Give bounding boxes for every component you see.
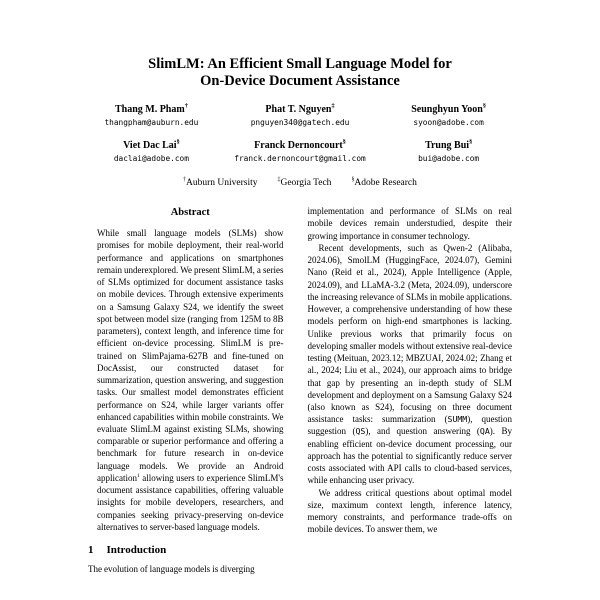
authors-grid bbox=[88, 104, 512, 163]
section-heading bbox=[88, 544, 293, 556]
author-email: daclai@adobe.com bbox=[113, 154, 189, 164]
author-email: syoon@adobe.com bbox=[413, 118, 484, 128]
abstract-heading: Abstract bbox=[170, 207, 210, 219]
author-name: Thang M. Pham† bbox=[114, 102, 188, 116]
text-run: ), and question answering ( bbox=[365, 426, 480, 437]
paragraph bbox=[88, 563, 293, 575]
affiliation-mark: † bbox=[183, 177, 187, 184]
text-run: We address critical questions about optimal model size, maximum context length, inference latency, memory constraints, and performance trade-offs on mobile devices. To answer them, we bbox=[307, 487, 512, 535]
text-run: ). By enabling efficient on-device document processing, our approach has the potential to significantly reduce server costs associated with API calls to cloud-based services, while enhancing user privacy. bbox=[307, 426, 512, 486]
paragraph bbox=[308, 205, 513, 242]
affiliation-mark: § bbox=[469, 138, 473, 146]
text-run: The evolution of language models is diverging bbox=[88, 564, 255, 575]
author-block bbox=[385, 140, 512, 163]
author-name: Trung Bui§ bbox=[425, 138, 473, 152]
author-block bbox=[221, 104, 379, 127]
inline-code: SUMM bbox=[447, 414, 468, 425]
footnote-marker: 1 bbox=[137, 472, 140, 479]
affiliation: ‡Georgia Tech bbox=[277, 177, 332, 189]
text-run: allowing users to experience SlimLM's document assistance capabilities, offering valuable insights for mobile developers, researchers, and companies seeking privacy-preserving on-device alternatives to server-based language models. bbox=[97, 472, 284, 532]
author-block bbox=[385, 104, 512, 127]
inline-code: QS bbox=[355, 426, 366, 437]
affiliations bbox=[88, 178, 512, 188]
affiliation-mark: § bbox=[176, 138, 180, 146]
author-block bbox=[221, 140, 379, 163]
affiliation-mark: ‡ bbox=[277, 177, 281, 184]
affiliation-mark: ‡ bbox=[331, 102, 335, 110]
right-column bbox=[308, 205, 513, 575]
author-name: Viet Dac Lai§ bbox=[123, 138, 180, 152]
affiliation-mark: § bbox=[342, 138, 346, 146]
text-run: While small language models (SLMs) show promises for mobile deployment, their real-world performance and applications on smartphones remain underexplored. We present SlimLM, a series of SLMs optimized for document assistance tasks on mobile devices. Through extensive experiments on a Samsung Galaxy S24, we identify the sweet spot between model size (ranging from 125M to 8B parameters), context length, and inference time for efficient on-device processing. SlimLM is pre-trained on SlimPajama-627B and fine-tuned on DocAssist, our constructed dataset for summarization, question answering, and suggestion tasks. Our smallest model demonstrates efficient performance on S24, while larger variants offer enhanced capabilities within mobile constraints. We evaluate SlimLM against existing SLMs, showing comparable or superior performance and offering a benchmark for future research in on-device language models. We provide an Android application bbox=[97, 228, 284, 483]
paragraph bbox=[308, 242, 513, 487]
author-block bbox=[88, 104, 215, 127]
author-email: thangpham@auburn.edu bbox=[104, 118, 199, 128]
author-name: Phat T. Nguyen‡ bbox=[265, 102, 335, 116]
author-email: franck.dernoncourt@gmail.com bbox=[234, 154, 366, 164]
section-number: 1 bbox=[88, 544, 94, 557]
affiliation: †Auburn University bbox=[183, 177, 258, 189]
two-column-body bbox=[88, 205, 512, 575]
inline-code: QA bbox=[479, 426, 490, 437]
title-line-2: On-Device Document Assistance bbox=[200, 73, 400, 90]
paper-title bbox=[88, 56, 512, 90]
affiliation-mark: † bbox=[184, 102, 188, 110]
author-name: Franck Dernoncourt§ bbox=[254, 138, 346, 152]
affiliation-mark: § bbox=[351, 177, 355, 184]
author-email: pnguyen340@gatech.edu bbox=[250, 118, 350, 128]
paragraph bbox=[88, 227, 293, 533]
text-run: Recent developments, such as Qwen-2 (Alibaba, 2024.06), SmolLM (HuggingFace, 2024.07), Gemini Nano (Reid et al., 2024), Apple Intelligence (Apple, 2024.09), and LLaMA-3.2 (Meta, 2024.09), underscore the increasing relevance of SLMs in mobile applications. However, a comprehensive understanding of how these models perform on high-end smartphones is lacking. Unlike previous works that primarily focus on developing smaller models without extensive real-device testing (Meituan, 2023.12; MBZUAI, 2024.02; Zhang et al., 2024; Liu et al., 2024), our approach aims to bridge that gap by presenting an in-depth study of SLM development and deployment on a Samsung Galaxy S24 (also known as S24), focusing on three document assistance tasks: summarization ( bbox=[307, 242, 512, 425]
affiliation-mark: § bbox=[482, 102, 486, 110]
text-run: ), question suggestion ( bbox=[307, 414, 512, 437]
author-block bbox=[88, 140, 215, 163]
affiliation: §Adobe Research bbox=[351, 177, 417, 189]
title-line-1: SlimLM: An Efficient Small Language Model for bbox=[148, 56, 452, 72]
left-column bbox=[88, 205, 293, 575]
section-title: Introduction bbox=[106, 544, 167, 557]
author-name: Seunghyun Yoon§ bbox=[411, 102, 486, 116]
paragraph bbox=[308, 487, 513, 536]
text-run: implementation and performance of SLMs on real mobile devices remain understudied, despite their growing importance in consumer technology. bbox=[307, 206, 512, 241]
author-email: bui@adobe.com bbox=[418, 154, 480, 164]
